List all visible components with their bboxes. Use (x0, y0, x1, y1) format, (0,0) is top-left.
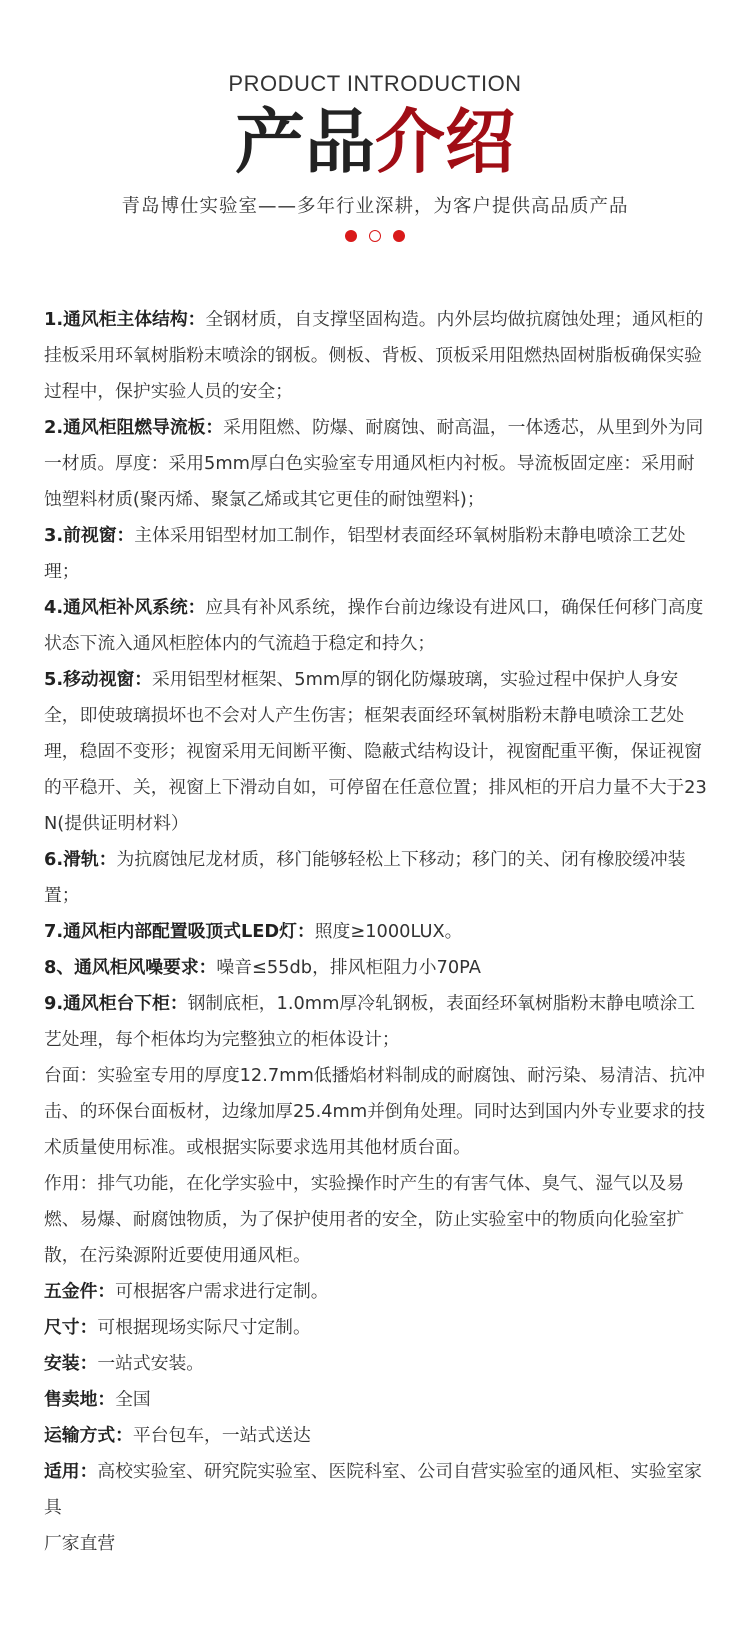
spec-item (44, 986, 712, 1058)
spec-key: 2.通风柜阻燃导流板： (44, 417, 224, 438)
spec-item (44, 1526, 712, 1562)
spec-key: 1.通风柜主体结构： (44, 309, 206, 330)
decorative-dots (0, 230, 750, 248)
spec-list (44, 302, 712, 1562)
spec-value: 照度≥1000LUX。 (314, 921, 463, 942)
dot-filled-icon (393, 230, 405, 242)
spec-item (44, 1454, 712, 1526)
spec-value: 为抗腐蚀尼龙材质，移门能够轻松上下移动；移门的关、闭有橡胶缓冲装置； (44, 849, 686, 906)
spec-key: 8、通风柜风噪要求： (44, 957, 217, 978)
subtitle-english: PRODUCT INTRODUCTION (228, 71, 522, 96)
spec-key: 售卖地： (44, 1389, 116, 1410)
spec-key: 9.通风柜台下柜： (44, 993, 188, 1014)
spec-key: 7.通风柜内部配置吸顶式LED灯： (44, 921, 315, 942)
spec-value: 采用阻燃、防爆、耐腐蚀、耐高温，一体透芯，从里到外为同一材质。厚度：采用5mm厚白色实验室专用通风柜内衬板。导流板固定座：采用耐蚀塑料材质(聚丙烯、聚氯乙烯或其它更佳的耐蚀塑料)； (44, 417, 704, 510)
spec-value: 应具有补风系统，操作台前边缘设有进风口，确保任何移门高度状态下流入通风柜腔体内的气流趋于稳定和持久； (44, 597, 704, 654)
spec-item (44, 518, 712, 590)
spec-key: 安装： (44, 1353, 98, 1374)
spec-value: 一站式安装。 (97, 1353, 205, 1374)
spec-item (44, 1418, 712, 1454)
spec-item (44, 1346, 712, 1382)
spec-value: 可根据现场实际尺寸定制。 (97, 1317, 311, 1338)
spec-item (44, 1382, 712, 1418)
spec-value: 作用：排气功能，在化学实验中，实验操作时产生的有害气体、臭气、湿气以及易燃、易爆、耐腐蚀物质，为了保护使用者的安全，防止实验室中的物质向化验室扩散，在污染源附近要使用通风柜。 (44, 1173, 685, 1266)
spec-value: 噪音≤55db，排风柜阻力小70PA (216, 957, 481, 978)
spec-item (44, 1310, 712, 1346)
intro-header (0, 0, 750, 248)
spec-key: 五金件： (44, 1281, 116, 1302)
spec-item (44, 1274, 712, 1310)
spec-item (44, 302, 712, 410)
spec-key: 运输方式： (44, 1425, 133, 1446)
spec-key: 适用： (44, 1461, 98, 1482)
spec-value: 台面：实验室专用的厚度12.7mm低播焰材料制成的耐腐蚀、耐污染、易清洁、抗冲击、的环保台面板材，边缘加厚25.4mm并倒角处理。同时达到国内外专业要求的技术质量使用标准。或根据实际要求选用其他材质台面。 (44, 1065, 706, 1158)
spec-value: 平台包车，一站式送达 (132, 1425, 311, 1446)
spec-key: 尺寸： (44, 1317, 98, 1338)
title-dark-part: 产品 (235, 101, 375, 183)
spec-value: 厂家直营 (44, 1533, 116, 1554)
spec-item (44, 950, 712, 986)
spec-item (44, 1166, 712, 1274)
spec-item (44, 662, 712, 842)
spec-item (44, 410, 712, 518)
spec-item (44, 590, 712, 662)
spec-item (44, 1058, 712, 1166)
company-tagline: 青岛博仕实验室——多年行业深耕，为客户提供高品质产品 (121, 196, 629, 217)
spec-value: 高校实验室、研究院实验室、医院科室、公司自营实验室的通风柜、实验室家具 (44, 1461, 702, 1518)
spec-item (44, 842, 712, 914)
dot-filled-icon (345, 230, 357, 242)
title-accent-part: 介绍 (375, 101, 515, 183)
spec-key: 5.移动视窗： (44, 669, 153, 690)
spec-value: 全国 (115, 1389, 151, 1410)
spec-value: 主体采用铝型材加工制作，铝型材表面经环氧树脂粉末静电喷涂工艺处理； (44, 525, 686, 582)
spec-value: 可根据客户需求进行定制。 (115, 1281, 329, 1302)
spec-value: 全钢材质，自支撑坚固构造。内外层均做抗腐蚀处理；通风柜的挂板采用环氧树脂粉末喷涂的钢板。侧板、背板、顶板采用阻燃热固树脂板确保实验过程中，保护实验人员的安全； (44, 309, 704, 402)
page-title (0, 102, 750, 182)
spec-key: 6.滑轨： (44, 849, 117, 870)
spec-item (44, 914, 712, 950)
spec-key: 3.前视窗： (44, 525, 135, 546)
spec-value: 钢制底柜，1.0mm厚冷轧钢板，表面经环氧树脂粉末静电喷涂工艺处理，每个柜体均为完整独立的柜体设计； (44, 993, 696, 1050)
dot-hollow-icon (369, 230, 381, 242)
spec-key: 4.通风柜补风系统： (44, 597, 206, 618)
spec-value: 采用铝型材框架、5mm厚的钢化防爆玻璃，实验过程中保护人身安全，即使玻璃损坏也不会对人产生伤害；框架表面经环氧树脂粉末静电喷涂工艺处理，稳固不变形；视窗采用无间断平衡、隐蔽式结构设计，视窗配重平衡，保证视窗的平稳开、关，视窗上下滑动自如，可停留在任意位置；排风柜的开启力量不大于23N(提供证明材料） (44, 669, 707, 834)
